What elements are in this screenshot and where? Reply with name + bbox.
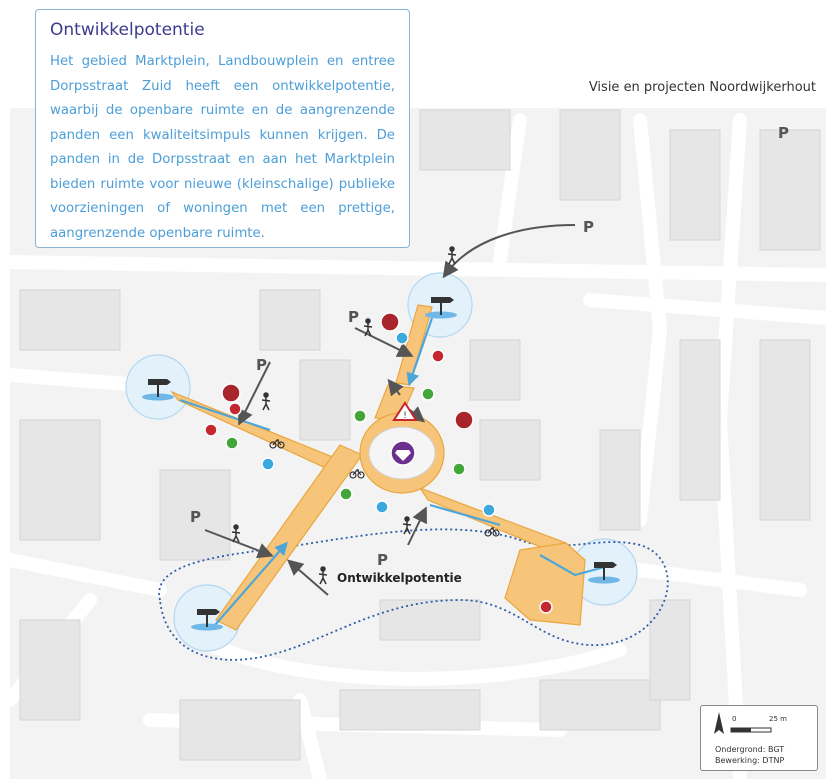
- service-icon: [483, 504, 495, 516]
- info-body: Het gebied Marktplein, Landbouwplein en entree Dorpsstraat Zuid heeft een ontwikkelpotentie, waarbij de openbare ruimte en de aangrenzende panden een kwaliteitsimpuls kunnen krijgen. De panden in de Dorpsstraat en aan het Marktplein bieden ruimte voor nieuwe (kleinschalige) publieke voorzieningen of woningen met een prettige, aangrenzende openbare ruimte.: [50, 54, 395, 241]
- info-box: [35, 9, 410, 248]
- development-label: Ontwikkelpotentie: [337, 571, 462, 585]
- scale-end: 25 m: [769, 715, 787, 723]
- leisure-icon: [422, 388, 434, 400]
- scale-start: 0: [732, 715, 737, 723]
- info-title: Ontwikkelpotentie: [50, 20, 205, 40]
- parking-icon: P: [348, 308, 359, 326]
- restaurant-icon: [229, 403, 241, 415]
- restaurant-icon: [432, 350, 444, 362]
- parking-icon: P: [377, 551, 388, 569]
- map-legend: [700, 705, 818, 771]
- leisure-icon: [354, 410, 366, 422]
- shopping-cart-icon: [222, 384, 240, 402]
- legend-edit: Bewerking: DTNP: [715, 756, 785, 765]
- compass-arrow-icon: [714, 712, 724, 734]
- svg-text:!: !: [403, 411, 407, 421]
- legend-source: Ondergrond: BGT: [715, 745, 785, 754]
- service-icon: [396, 332, 408, 344]
- leisure-icon: [340, 488, 352, 500]
- parking-icon: P: [583, 218, 594, 236]
- parking-icon: P: [778, 124, 789, 142]
- shopping-cart-icon: [381, 313, 399, 331]
- service-icon: [262, 458, 274, 470]
- parking-icon: P: [190, 508, 201, 526]
- restaurant-icon: [205, 424, 217, 436]
- leisure-icon: [453, 463, 465, 475]
- shopping-cart-icon: [455, 411, 473, 429]
- page-header: Visie en projecten Noordwijkerhout: [588, 80, 816, 95]
- service-icon: [376, 501, 388, 513]
- restaurant-icon: [540, 601, 552, 613]
- leisure-icon: [226, 437, 238, 449]
- parking-icon: P: [256, 356, 267, 374]
